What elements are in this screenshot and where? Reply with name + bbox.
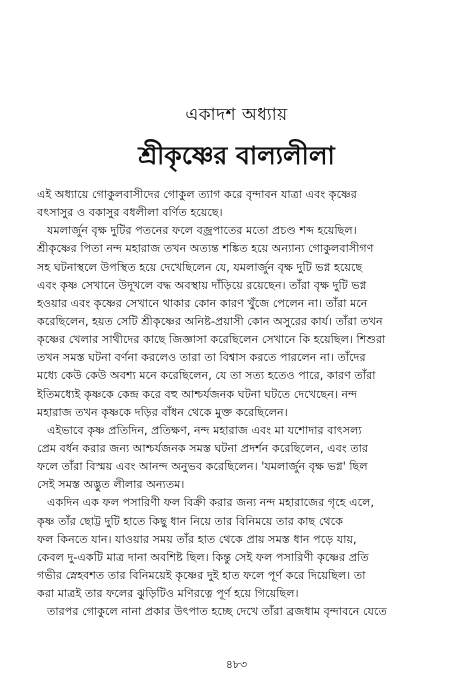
chapter-heading: একাদশ অধ্যায় (185, 105, 288, 125)
text-line: একদিন এক ফল পসারিণী ফল বিক্রী করার জন্য নন্দ মহারাজের গৃহে এলে, (47, 496, 375, 510)
text-line: ফলে তাঁরা বিস্ময় এবং আনন্দ অনুভব করেছিলেন। 'যমলার্জুন বৃক্ষ ভগ্ন' ছিল (37, 460, 368, 474)
paragraph (37, 603, 441, 621)
text-line: কৃষ্ণের খেলার সাথীদের কাছে জিজ্ঞাসা করেছিলেন সেখানে কি হয়েছিল। শিশুরা (37, 333, 386, 347)
text-line: গভীর স্নেহবশত তার বিনিময়েই কৃষ্ণের দুই হাত ফলে পূর্ণ করে দিয়েছিল। তা (37, 568, 366, 582)
text-line: কৃষ্ণ তাঁর ছোট্ট দুটি হাতে কিছু ধান নিয়ে তার বিনিময়ে তার কাছ থেকে (37, 514, 343, 528)
text-line: হওয়ার এবং কৃষ্ণের সেখানে থাকার কোন কারণ খুঁজে পেলেন না। তাঁরা মনে (37, 296, 368, 310)
text-line: ফল কিনতে যান। যাওয়ার সময় তাঁর হাত থেকে প্রায় সমস্ত ধান পড়ে যায়, (37, 532, 357, 546)
text-line: তারপর গোকুলে নানা প্রকার উৎপাত হচ্ছে দেখে তাঁরা ব্রজধাম বৃন্দাবনে যেতে (47, 605, 387, 619)
text-line: এইভাবে কৃষ্ণ প্রতিদিন, প্রতিক্ষণ, নন্দ মহারাজ এবং মা যশোদার বাৎসল্য (47, 423, 362, 437)
text-line: এবং কৃষ্ণ সেখানে উদূখলে বদ্ধ অবস্থায় দাঁড়িয়ে রয়েছেন। তাঁরা বৃক্ষ দুটি ভগ্ন (37, 278, 367, 292)
text-line: সেই সমস্ত অদ্ভুত লীলার অন্যতম। (37, 478, 185, 492)
text-line: এই অধ্যায়ে গোকুলবাসীদের গোকুল ত্যাগ করে বৃন্দাবন যাত্রা এবং কৃষ্ণের (37, 188, 357, 201)
paragraph (37, 186, 441, 222)
text-line: শ্রীকৃষ্ণের পিতা নন্দ মহারাজ তখন অত্যন্ত শঙ্কিত হয়ে অন্যান্য গোকুলবাসীগণ (37, 242, 374, 256)
text-line: করেছিলেন, হয়ত সেটি শ্রীকৃষ্ণের অনিষ্ট-প্রয়াসী কোন অসুরের কার্য। তাঁরা তখন (37, 314, 383, 328)
text-line: সহ ঘটনাস্থলে উপস্থিত হয়ে দেখেছিলেন যে, যমলার্জুন বৃক্ষ দুটি ভগ্ন হয়েছে (37, 260, 363, 274)
text-line: মধ্যে কেউ কেউ অবশ্য মনে করেছিলেন, যে তা সত্য হতেও পারে, কারণ তাঁরা (37, 369, 376, 383)
text-line: মহারাজ তখন কৃষ্ণকে দড়ির বাঁধন থেকে মুক্ত করেছিলেন। (37, 405, 288, 419)
paragraph (37, 222, 441, 422)
chapter-title: শ্রীকৃষ্ণের বাল্যলীলা (138, 141, 335, 170)
text-line: করা মাত্রই তার ফলের ঝুড়িটিও মণিরত্নে পূর্ণ হয়ে গিয়েছিল। (37, 587, 299, 601)
paragraph (37, 422, 441, 495)
paragraph (37, 494, 441, 603)
text-line: প্রেম বর্ধন করার জন্য আশ্চর্যজনক সমস্ত ঘটনা প্রদর্শন করেছিলেন, এবং তার (37, 441, 368, 455)
text-line: বৎসাসুর ও বকাসুর বধলীলা বর্ণিত হয়েছে। (37, 206, 223, 220)
text-line: ইতিমধ্যেই কৃষ্ণকে কেন্দ্র করে বহু আশ্চর্যজনক ঘটনা ঘটতে দেখেছেন। নন্দ (37, 387, 358, 401)
body-text (37, 186, 441, 621)
text-line: তখন সমস্ত ঘটনা বর্ণনা করলেও তারা তা বিশ্বাস করতে পারলেন না। তাঁদের (37, 351, 366, 365)
text-line: যমলার্জুন বৃক্ষ দুটির পতনের ফলে বজ্রপাতের মতো প্রচণ্ড শব্দ হয়েছিল। (47, 224, 357, 238)
page-number: ৪৮৩ (225, 658, 248, 671)
text-line: কেবল দু-একটি মাত্র দানা অবশিষ্ট ছিল। কিন্তু সেই ফল পসারিণী কৃষ্ণের প্রতি (37, 550, 369, 564)
